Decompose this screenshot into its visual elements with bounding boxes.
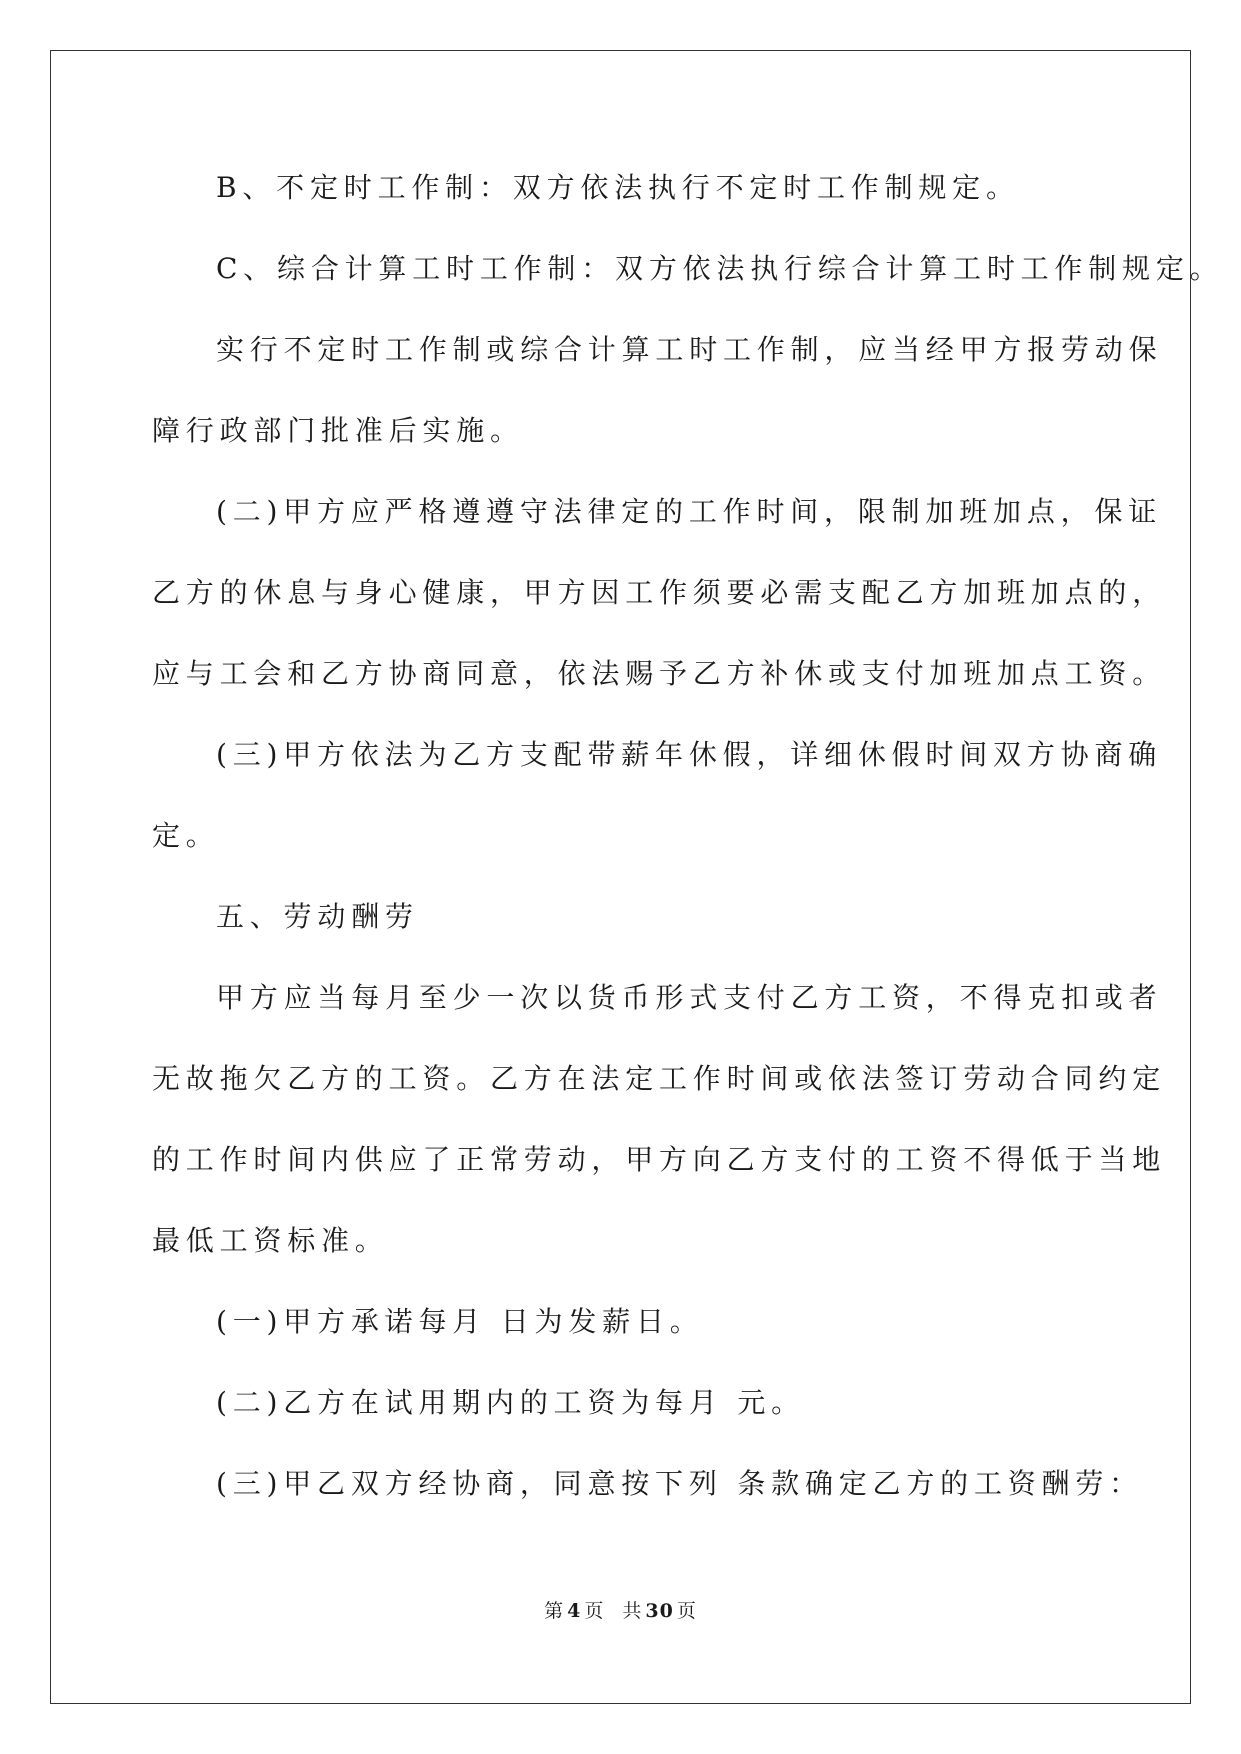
paragraph-line: (二)乙方在试用期内的工资为每月 元。 <box>216 1386 805 1419</box>
page-footer <box>0 1596 1241 1623</box>
paragraph-line: 乙方的休息与身心健康，甲方因工作须要必需支配乙方加班加点的， <box>152 576 1167 609</box>
footer-total-prefix: 共 <box>622 1600 643 1622</box>
paragraph-line: 甲方应当每月至少一次以货币形式支付乙方工资，不得克扣或者 <box>216 981 1163 1014</box>
document-body <box>152 166 1224 1543</box>
total-pages-number: 30 <box>645 1600 674 1622</box>
paragraph-line: (三)甲方依法为乙方支配带薪年休假，详细休假时间双方协商确 <box>216 738 1163 771</box>
paragraph-line: 的工作时间内供应了正常劳动，甲方向乙方支付的工资不得低于当地 <box>152 1143 1167 1176</box>
paragraph-line: 定。 <box>152 819 220 852</box>
footer-page-suffix: 页 <box>584 1600 605 1622</box>
paragraph-line: 无故拖欠乙方的工资。乙方在法定工作时间或依法签订劳动合同约定 <box>152 1062 1167 1095</box>
paragraph-line: 最低工资标准。 <box>152 1224 389 1257</box>
paragraph-line: C、综合计算工时工作制：双方依法执行综合计算工时工作制规定。 <box>216 252 1224 285</box>
paragraph-line: (二)甲方应严格遵遵守法律定的工作时间，限制加班加点，保证 <box>216 495 1163 528</box>
paragraph-line: 实行不定时工作制或综合计算工时工作制，应当经甲方报劳动保 <box>216 333 1163 366</box>
paragraph-line: 应与工会和乙方协商同意，依法赐予乙方补休或支付加班加点工资。 <box>152 657 1167 690</box>
paragraph-line: B、不定时工作制：双方依法执行不定时工作制规定。 <box>216 171 1020 204</box>
paragraph-line: (一)甲方承诺每月 日为发薪日。 <box>216 1305 704 1338</box>
paragraph-line: (三)甲乙双方经协商，同意按下列 条款确定乙方的工资酬劳： <box>216 1467 1143 1500</box>
footer-prefix: 第 <box>544 1600 565 1622</box>
paragraph-line: 障行政部门批准后实施。 <box>152 414 524 447</box>
footer-total-suffix: 页 <box>676 1600 697 1622</box>
current-page-number: 4 <box>567 1600 582 1622</box>
section-heading: 五、劳动酬劳 <box>216 900 419 933</box>
